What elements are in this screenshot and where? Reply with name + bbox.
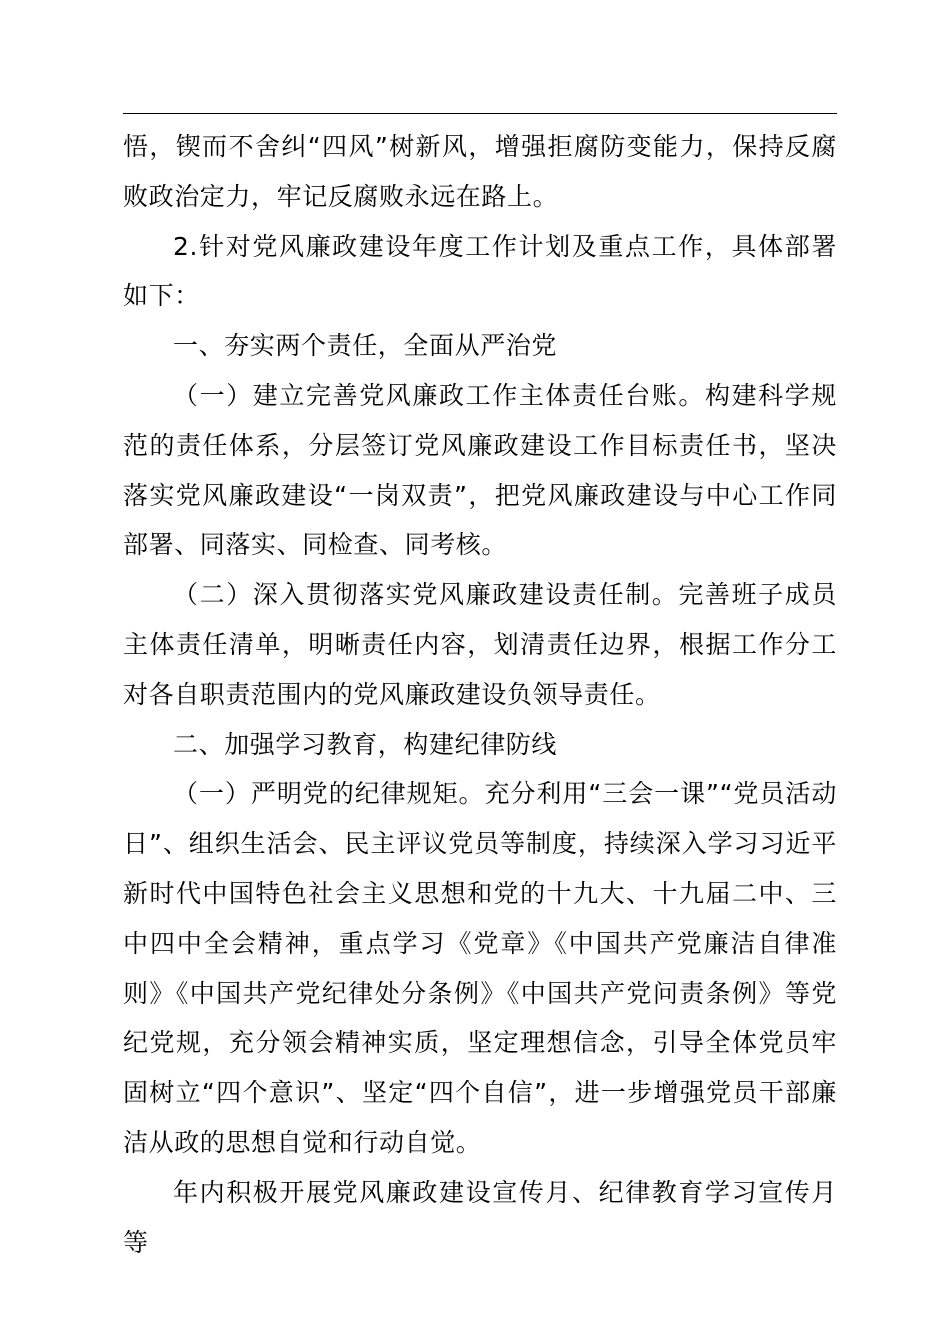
- paragraph-1-1: （一）建立完善党风廉政工作主体责任台账。构建科学规范的责任体系，分层签订党风廉政建设工作目标责任书，坚决落实党风廉政建设“一岗双责”，把党风廉政建设与中心工作同部署、同落实、同检查、同考核。: [123, 380, 837, 560]
- header-rule: [123, 113, 837, 114]
- section-heading-1: 一、夯实两个责任，全面从严治党: [173, 331, 558, 361]
- paragraph-2-1: （一）严明党的纪律规矩。充分利用“三会一课”“党员活动日”、组织生活会、民主评议党员等制度，持续深入学习习近平新时代中国特色社会主义思想和党的十九大、十九届二中、三中四中全会精神，重点学习《党章》《中国共产党廉洁自律准则》《中国共产党纪律处分条例》《中国共产党问责条例》等党纪党规，充分领会精神实质，坚定理想信念，引导全体党员牢固树立“四个意识”、坚定“四个自信”，进一步增强党员干部廉洁从政的思想自觉和行动自觉。: [123, 779, 837, 1157]
- paragraph-deployment-intro: 2.针对党风廉政建设年度工作计划及重点工作，具体部署如下：: [123, 231, 837, 311]
- document-body: [123, 122, 837, 1267]
- paragraph-2-1-continued: 年内积极开展党风廉政建设宣传月、纪律教育学习宣传月等: [123, 1177, 837, 1257]
- paragraph-1-2: （二）深入贯彻落实党风廉政建设责任制。完善班子成员主体责任清单，明晰责任内容，划清责任边界，根据工作分工对各自职责范围内的党风廉政建设负领导责任。: [123, 580, 837, 709]
- section-heading-2: 二、加强学习教育，构建纪律防线: [173, 729, 558, 759]
- paragraph-continuation: 悟，锲而不舍纠“四风”树新风，增强拒腐防变能力，保持反腐败政治定力，牢记反腐败永远在路上。: [123, 132, 837, 211]
